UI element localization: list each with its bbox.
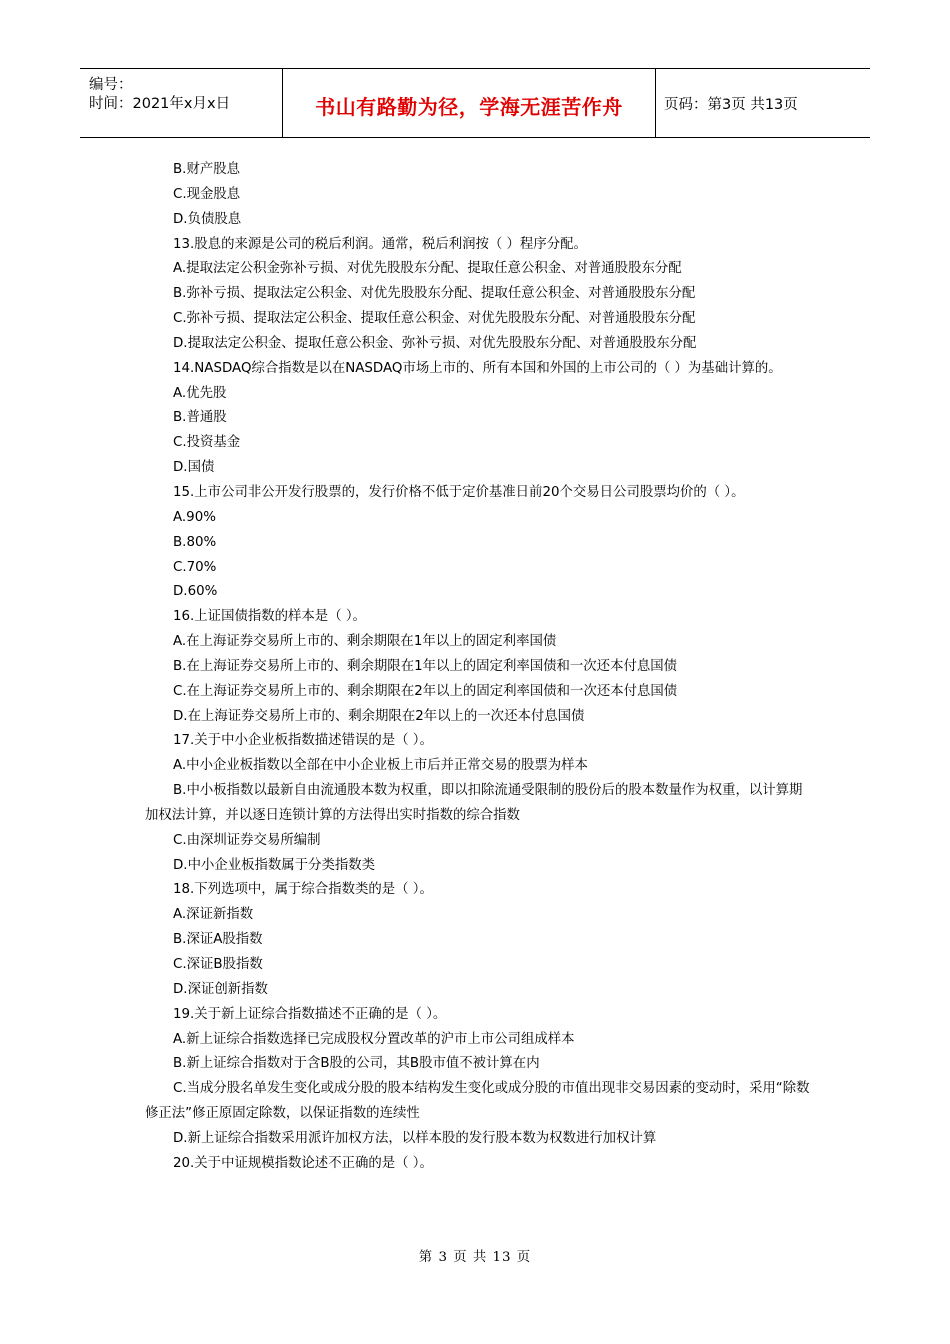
question-19: 19.关于新上证综合指数描述不正确的是（ ）。 [173, 1006, 447, 1022]
text-line: A.90% [173, 509, 216, 525]
text-line: D.新上证综合指数采用派许加权方法，以样本股的发行股本数为权数进行加权计算 [173, 1130, 657, 1146]
document-body [145, 158, 810, 1177]
text-line: B.新上证综合指数对于含B股的公司，其B股市值不被计算在内 [173, 1056, 540, 1072]
text-line: C.投资基金 [173, 435, 241, 451]
question-18: 18.下列选项中，属于综合指数类的是（ ）。 [173, 882, 433, 898]
text-line: A.优先股 [173, 385, 227, 401]
text-line: C.70% [173, 559, 217, 575]
number-label: 编号： [89, 77, 133, 93]
header-page-cell [655, 69, 870, 137]
text-line: D.中小企业板指数属于分类指数类 [173, 857, 376, 873]
text-line: A.新上证综合指数选择已完成股权分置改革的沪市上市公司组成样本 [173, 1031, 575, 1047]
text-line: A.深证新指数 [173, 907, 254, 923]
header-motto-cell [282, 69, 656, 137]
text-line: D.深证创新指数 [173, 981, 268, 997]
question-19-option-c: C.当成分股名单发生变化或成分股的股本结构发生变化或成分股的市值出现非交易因素的变动时，采用“除数修正法”修正原固定除数，以保证指数的连续性 [145, 1081, 810, 1122]
text-line: B.80% [173, 534, 217, 550]
question-13: 13.股息的来源是公司的税后利润。通常，税后利润按（ ）程序分配。 [173, 236, 587, 252]
text-line: D.国债 [173, 460, 215, 476]
header-info-cell [80, 69, 282, 137]
header-table [80, 68, 870, 138]
text-line: A.在上海证券交易所上市的、剩余期限在1年以上的固定利率国债 [173, 634, 557, 650]
text-line: C.弥补亏损、提取法定公积金、提取任意公积金、对优先股股东分配、对普通股股东分配 [173, 311, 696, 327]
text-line: B.普通股 [173, 410, 227, 426]
text-line: C.现金股息 [173, 186, 241, 202]
text-line: C.由深圳证券交易所编制 [173, 832, 321, 848]
text-line: C.在上海证券交易所上市的、剩余期限在2年以上的固定利率国债和一次还本付息国债 [173, 683, 678, 699]
text-line: D.60% [173, 584, 218, 600]
question-15: 15.上市公司非公开发行股票的，发行价格不低于定价基准日前20个交易日公司股票均价的（ ）。 [173, 484, 745, 500]
question-16: 16.上证国债指数的样本是（ ）。 [173, 609, 366, 625]
question-14: 14.NASDAQ综合指数是以在NASDAQ市场上市的、所有本国和外国的上市公司的（ ）为基础计算的。 [173, 360, 782, 376]
text-line: D.负债股息 [173, 211, 242, 227]
text-line: B.财产股息 [173, 162, 241, 177]
motto: 书山有路勤为径，学海无涯苦作舟 [315, 95, 623, 119]
text-line: A.中小企业板指数以全部在中小企业板上市后并正常交易的股票为样本 [173, 758, 588, 774]
question-17: 17.关于中小企业板指数描述错误的是（ ）。 [173, 733, 433, 749]
text-line: B.弥补亏损、提取法定公积金、对优先股股东分配、提取任意公积金、对普通股股东分配 [173, 286, 696, 302]
text-line: D.提取法定公积金、提取任意公积金、弥补亏损、对优先股股东分配、对普通股股东分配 [173, 335, 697, 351]
text-line: B.在上海证券交易所上市的、剩余期限在1年以上的固定利率国债和一次还本付息国债 [173, 658, 678, 674]
text-line: A.提取法定公积金弥补亏损、对优先股股东分配、提取任意公积金、对普通股股东分配 [173, 261, 682, 277]
text-line: B.深证A股指数 [173, 932, 263, 948]
page-footer: 第 3 页 共 13 页 [418, 1250, 532, 1265]
text-line: D.在上海证券交易所上市的、剩余期限在2年以上的一次还本付息国债 [173, 708, 585, 724]
question-20: 20.关于中证规模指数论述不正确的是（ ）。 [173, 1155, 433, 1171]
page-label: 页码：第3页 共13页 [664, 97, 798, 113]
question-17-option-b: B.中小板指数以最新自由流通股本数为权重，即以扣除流通受限制的股份后的股本数量作为权重，以计算期加权法计算，并以逐日连锁计算的方法得出实时指数的综合指数 [145, 783, 803, 823]
text-line: C.深证B股指数 [173, 957, 263, 972]
date-label: 时间：2021年x月x日 [89, 96, 231, 112]
